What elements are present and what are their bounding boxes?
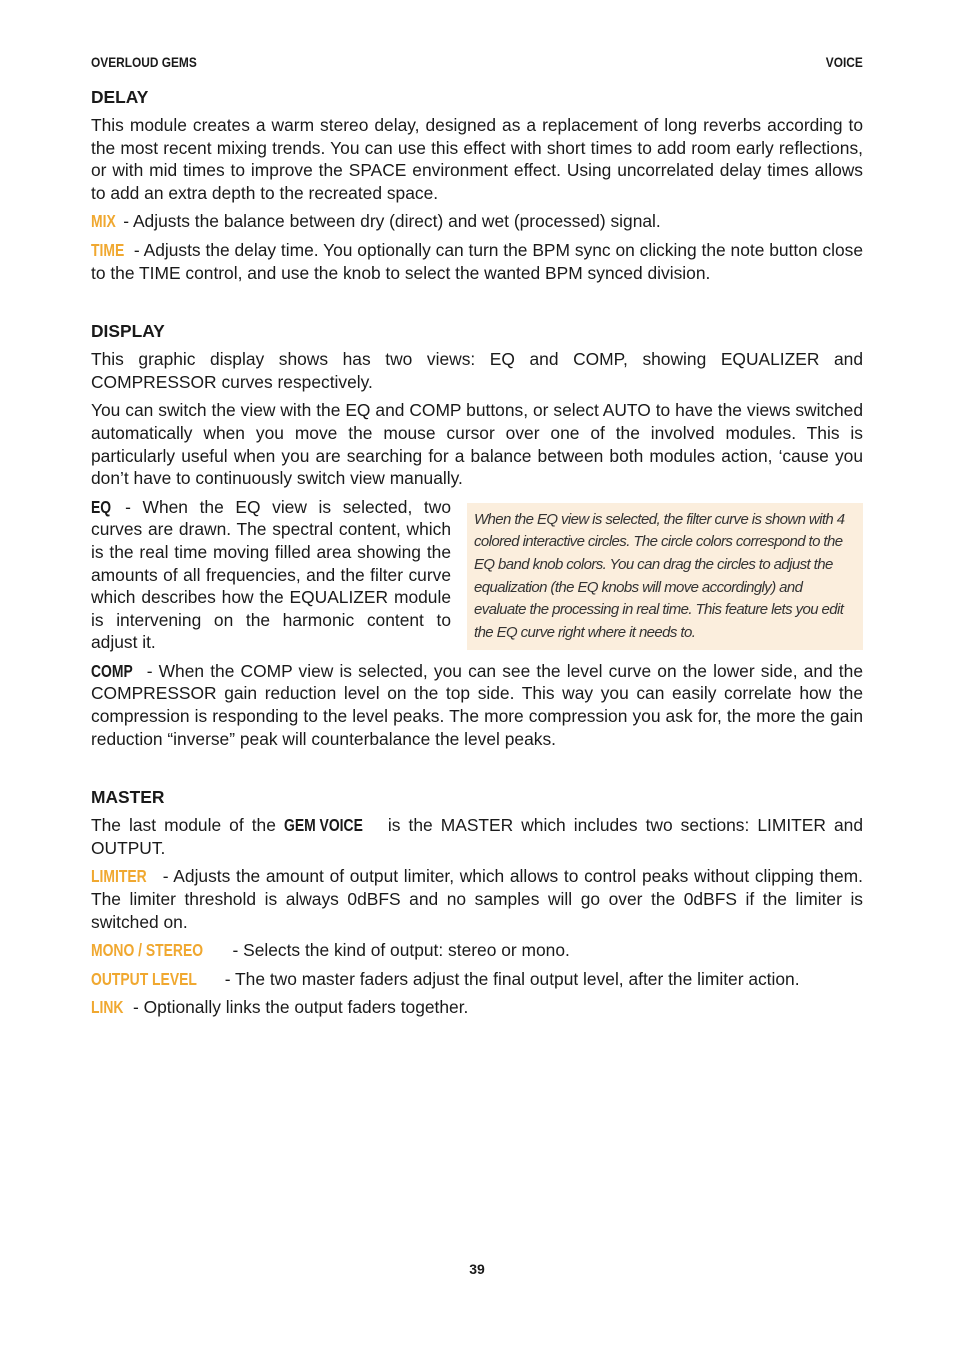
limiter-paragraph <box>91 865 863 933</box>
mono-stereo-description: - Selects the kind of output: stereo or mono. <box>227 940 570 961</box>
eq-text-column <box>91 496 451 654</box>
eq-keyword: EQ <box>91 496 112 517</box>
eq-section <box>91 496 863 654</box>
comp-keyword: COMP <box>91 660 133 681</box>
delay-mix-paragraph <box>91 210 863 233</box>
page-content <box>91 86 863 1025</box>
output-level-keyword: OUTPUT LEVEL <box>91 968 197 989</box>
mix-keyword: MIX <box>91 211 116 232</box>
mono-stereo-paragraph <box>91 939 863 962</box>
eq-paragraph <box>91 496 451 654</box>
display-switch-paragraph: You can switch the view with the EQ and COMP buttons, or select AUTO to have the views switched automatically when you move the mouse cursor over one of the involved modules. This is particularly useful when you are searching for a balance between both modules action, ‘cause you don’t have to continuously switch view manually. <box>91 400 863 489</box>
delay-heading: DELAY <box>91 87 149 107</box>
master-intro: The last module of the GEM VOICE is the MASTER which includes two sections: LIMITER and OUTPUT. <box>91 815 864 858</box>
delay-time-paragraph <box>91 239 863 284</box>
eq-description: - When the EQ view is selected, two curves are drawn. The spectral content, which is the real time moving filled area showing the amounts of all frequencies, and the filter curve which describes how the EQUALIZER module is intervening on the harmonic content to adjust it. <box>91 496 451 653</box>
mix-description: - Adjusts the balance between dry (direct) and wet (processed) signal. <box>118 211 661 232</box>
comp-paragraph <box>91 660 863 750</box>
delay-intro: This module creates a warm stereo delay, designed as a replacement of long reverbs according to the most recent mixing trends. You can use this effect with short times to add room early reflections, or with mid times to improve the SPACE environment effect. Using uncorrelated delay times allows to add an extra depth to the recreated space. <box>91 115 863 203</box>
output-level-paragraph <box>91 968 863 991</box>
header-section-name: VOICE <box>825 54 863 70</box>
link-paragraph <box>91 996 863 1019</box>
link-keyword: LINK <box>91 997 124 1018</box>
display-heading: DISPLAY <box>91 321 165 342</box>
time-keyword: TIME <box>91 239 125 260</box>
running-header <box>91 54 863 70</box>
output-level-description: - The two master faders adjust the final output level, after the limiter action. <box>219 968 800 989</box>
limiter-description: - Adjusts the amount of output limiter, which allows to control peaks without clipping them. The limiter threshold is always 0dBFS and no samples will go over the 0dBFS if the limiter is switched on. <box>91 866 863 932</box>
eq-callout-box: When the EQ view is selected, the filter curve is shown with 4 colored interactive circles. The circle colors correspond to the EQ band knob colors. You can drag the circles to adjust the equalization (the EQ knobs will move accordingly) and evaluate the processing in real time. This feature lets you edit the EQ curve right where it needs to. <box>467 503 863 651</box>
limiter-keyword: LIMITER <box>91 866 147 887</box>
page-number: 39 <box>469 1261 485 1277</box>
time-description: - Adjusts the delay time. You optionally can turn the BPM sync on clicking the note button close to the TIME control, and use the knob to select the wanted BPM synced division. <box>91 239 863 283</box>
master-heading: MASTER <box>91 787 165 808</box>
display-intro: This graphic display shows has two views: EQ and COMP, showing EQUALIZER and COMPRESSOR curves respectively. <box>91 349 863 392</box>
link-description: - Optionally links the output faders together. <box>128 997 469 1018</box>
header-product-name: OVERLOUD GEMS <box>91 54 197 70</box>
gem-voice-keyword: GEM VOICE <box>283 815 363 836</box>
comp-description: - When the COMP view is selected, you can see the level curve on the lower side, and the COMPRESSOR gain reduction level on the top side. This way you can easily correlate how the compression is responding to the level peaks. The more compression you ask for, the more the gain reduction “inverse” peak will counterbalance the level peaks. <box>91 660 863 749</box>
mono-stereo-keyword: MONO / STEREO <box>91 940 204 961</box>
